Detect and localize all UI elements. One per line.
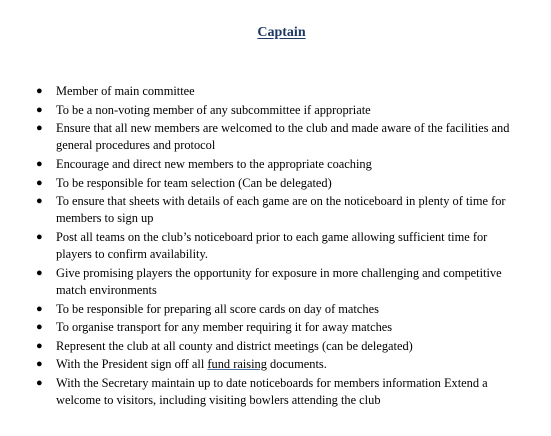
captain-duties-list <box>0 83 551 411</box>
fund-raising-underlined-text: fund raising <box>207 357 267 372</box>
list-item-text: Member of main committee <box>56 84 195 98</box>
list-item <box>0 338 551 355</box>
bullet-icon: ● <box>36 103 43 116</box>
page-title: Captain <box>257 25 306 40</box>
list-item <box>0 356 551 373</box>
list-item <box>0 375 551 409</box>
bullet-icon: ● <box>36 157 43 170</box>
list-item-text: Post all teams on the club’s noticeboard prior to each game allowing sufficient time for players to confirm availability. <box>56 229 488 262</box>
bullet-icon: ● <box>36 302 43 315</box>
bullet-icon: ● <box>36 339 43 352</box>
list-item <box>0 301 551 318</box>
bullet-icon: ● <box>36 195 43 208</box>
list-item <box>0 175 551 192</box>
bullet-icon: ● <box>36 358 43 371</box>
bullet-icon: ● <box>36 376 43 389</box>
list-item-text: Ensure that all new members are welcomed to the club and made aware of the facilities and general procedures and protocol <box>56 121 510 153</box>
list-item-text: With the Secretary maintain up to date noticeboards for members information Extend a welcome to visitors, including visiting bowlers attending the club <box>56 375 488 408</box>
list-item <box>0 229 551 263</box>
bullet-icon: ● <box>36 122 43 135</box>
list-item <box>0 265 551 299</box>
list-item-text-before: With the President sign off all <box>56 357 208 372</box>
bullet-icon: ● <box>36 176 43 189</box>
list-item <box>0 120 551 154</box>
list-item <box>0 83 551 100</box>
list-item-text: To ensure that sheets with details of each game are on the noticeboard in plenty of time for members to sign up <box>56 194 506 226</box>
list-item-text: To be a non-voting member of any subcommittee if appropriate <box>56 102 371 117</box>
bullet-icon: ● <box>36 266 43 279</box>
list-item <box>0 102 551 119</box>
list-item <box>0 319 551 336</box>
list-item <box>0 193 551 227</box>
list-item-text-after: documents. <box>266 357 327 372</box>
bullet-icon: ● <box>36 85 43 97</box>
bullet-icon: ● <box>36 230 43 243</box>
list-item-text: Represent the club at all county and district meetings (can be delegated) <box>56 338 413 353</box>
list-item-text: To be responsible for preparing all score cards on day of matches <box>56 301 379 316</box>
list-item-text: To be responsible for team selection (Can be delegated) <box>56 175 332 190</box>
list-item-text: To organise transport for any member requiring it for away matches <box>56 320 393 335</box>
list-item <box>0 156 551 173</box>
list-item-text: Encourage and direct new members to the appropriate coaching <box>56 156 372 171</box>
list-item-text: Give promising players the opportunity for exposure in more challenging and competitive match environments <box>56 265 502 297</box>
bullet-icon: ● <box>36 321 43 334</box>
